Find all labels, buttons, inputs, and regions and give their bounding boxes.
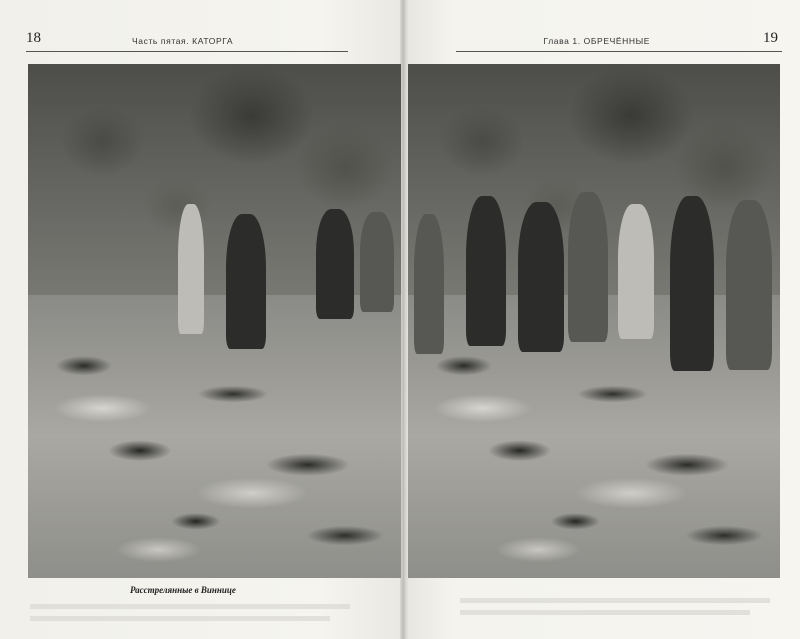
bleed-through-line <box>460 598 770 603</box>
bleed-through-line <box>30 616 330 621</box>
photo-ground <box>28 295 401 578</box>
photo-figure <box>178 204 204 334</box>
photo-figure <box>568 192 608 342</box>
right-running-head: Глава 1. ОБРЕЧЁННЫЕ <box>543 36 650 46</box>
photo-figure <box>518 202 564 352</box>
bleed-through-line <box>30 604 350 609</box>
left-page-number: 18 <box>26 30 41 46</box>
photo-caption: Расстрелянные в Виннице <box>130 585 236 595</box>
photo-figure <box>670 196 714 371</box>
photo-figure <box>466 196 506 346</box>
right-page-number: 19 <box>763 30 778 46</box>
left-running-head: Часть пятая. КАТОРГА <box>132 36 234 46</box>
photo-left-half <box>28 64 401 578</box>
bleed-through-line <box>460 610 750 615</box>
photo-figure <box>726 200 772 370</box>
photo-figure <box>226 214 266 349</box>
photo-right-half <box>408 64 780 578</box>
book-gutter <box>400 0 408 639</box>
right-header-rule <box>456 51 782 52</box>
photo-figure <box>316 209 354 319</box>
photo-figure <box>618 204 654 339</box>
photo-figure <box>414 214 444 354</box>
left-header-rule <box>26 51 348 52</box>
photo-figure <box>360 212 394 312</box>
